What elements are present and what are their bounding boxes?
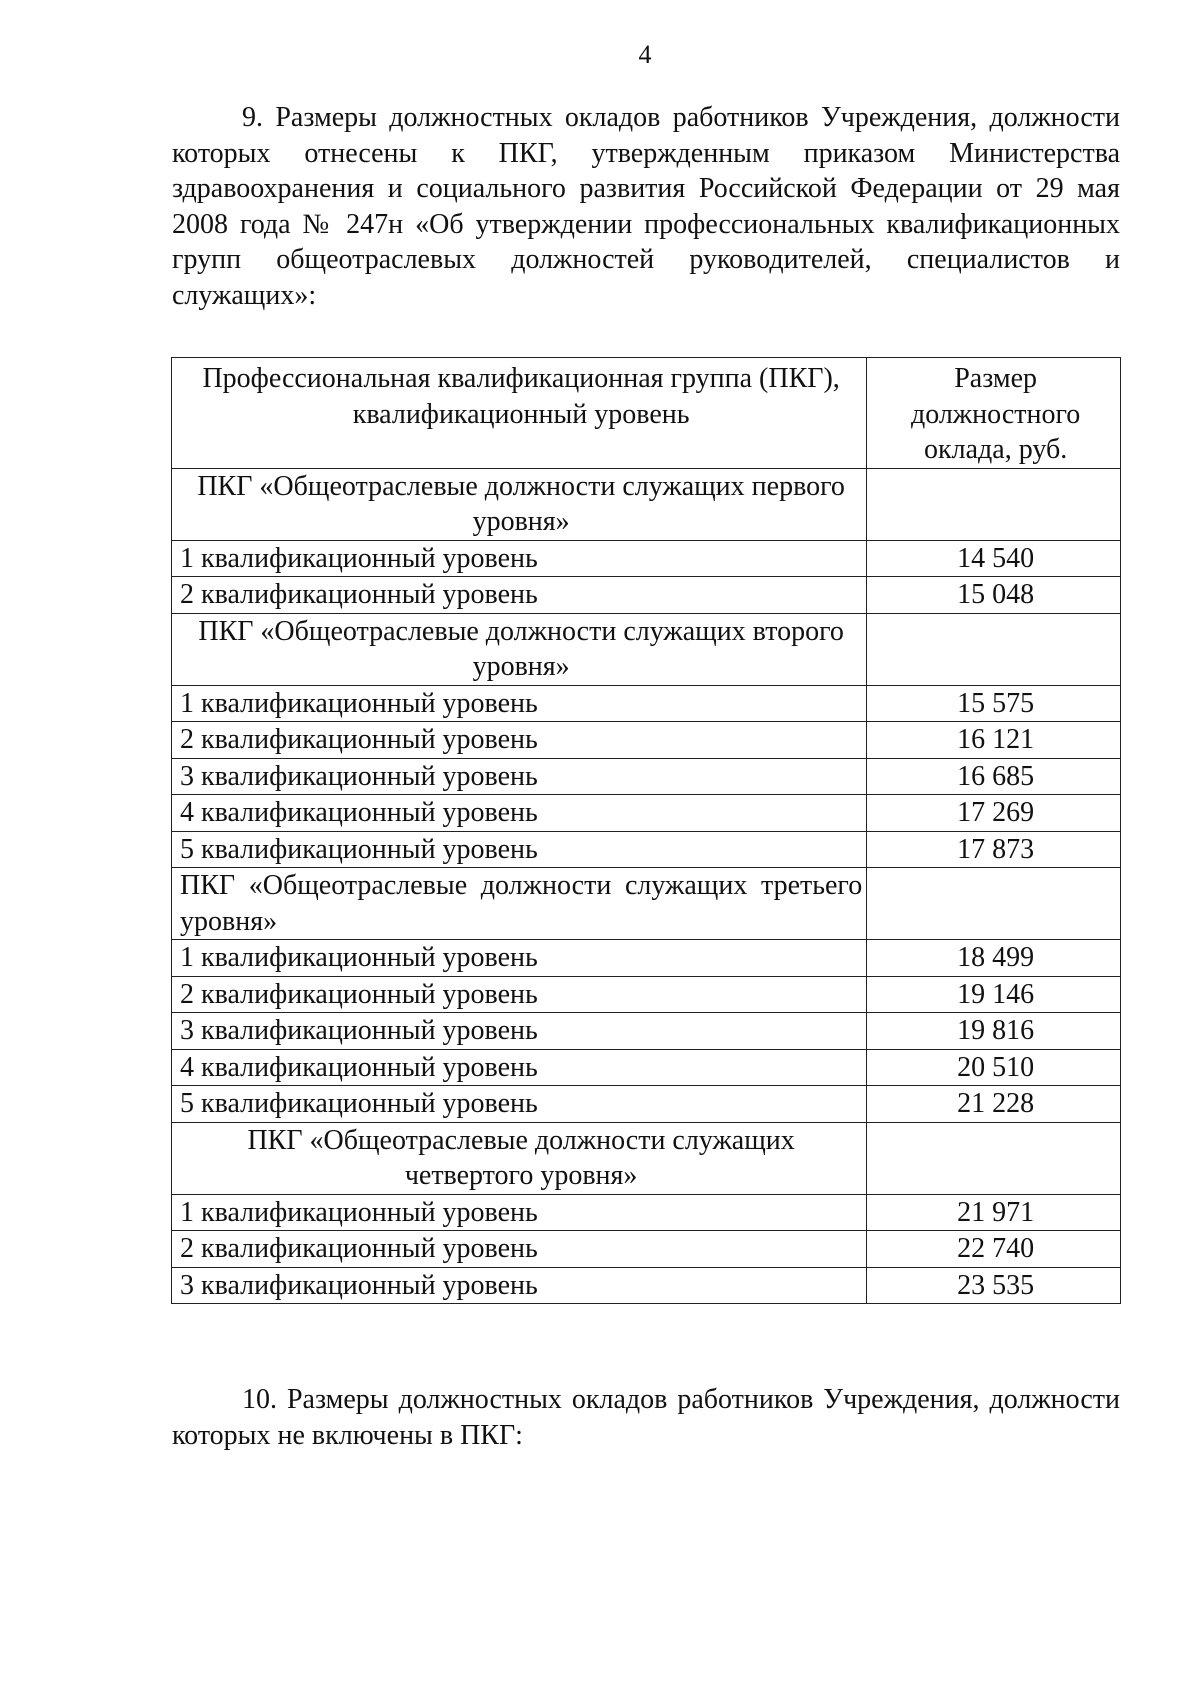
level-name-cell: 3 квалификационный уровень <box>172 1267 867 1304</box>
salary-value-cell: 15 048 <box>867 577 1121 614</box>
salary-value-cell: 17 269 <box>867 795 1121 832</box>
level-name-cell: 2 квалификационный уровень <box>172 976 867 1013</box>
group-title-cell: ПКГ «Общеотраслевые должности служащих первого уровня» <box>172 468 867 540</box>
salary-value-cell: 19 146 <box>867 976 1121 1013</box>
table-row <box>172 1231 1121 1268</box>
table-row <box>172 722 1121 759</box>
level-name-cell: 3 квалификационный уровень <box>172 1013 867 1050</box>
salary-value-cell: 23 535 <box>867 1267 1121 1304</box>
table-row <box>172 795 1121 832</box>
table-row <box>172 685 1121 722</box>
salary-value-cell: 17 873 <box>867 831 1121 868</box>
page-number: 4 <box>638 40 652 69</box>
table-row <box>172 1086 1121 1123</box>
table-row <box>172 976 1121 1013</box>
level-name-cell: 1 квалификационный уровень <box>172 1194 867 1231</box>
salary-table-body <box>172 358 1121 1304</box>
table-row <box>172 1267 1121 1304</box>
group-empty-value-cell <box>867 613 1121 685</box>
salary-value-cell: 18 499 <box>867 940 1121 977</box>
level-name-cell: 2 квалификационный уровень <box>172 722 867 759</box>
table-row <box>172 540 1121 577</box>
salary-value-cell: 20 510 <box>867 1049 1121 1086</box>
table-row <box>172 577 1121 614</box>
table-header-row <box>172 358 1121 469</box>
table-group-row <box>172 613 1121 685</box>
salary-value-cell: 21 228 <box>867 1086 1121 1123</box>
table-group-row <box>172 1122 1121 1194</box>
salary-value-cell: 22 740 <box>867 1231 1121 1268</box>
group-title-cell: ПКГ «Общеотраслевые должности служащих второго уровня» <box>172 613 867 685</box>
salary-value-cell: 19 816 <box>867 1013 1121 1050</box>
table-row <box>172 940 1121 977</box>
group-empty-value-cell <box>867 468 1121 540</box>
salary-table <box>171 357 1121 1304</box>
table-row <box>172 1049 1121 1086</box>
salary-value-cell: 15 575 <box>867 685 1121 722</box>
table-row <box>172 1013 1121 1050</box>
table-row <box>172 1194 1121 1231</box>
table-row <box>172 831 1121 868</box>
level-name-cell: 1 квалификационный уровень <box>172 540 867 577</box>
level-name-cell: 5 квалификационный уровень <box>172 831 867 868</box>
table-group-row <box>172 468 1121 540</box>
salary-value-cell: 16 685 <box>867 758 1121 795</box>
paragraph-9: 9. Размеры должностных окладов работников Учреждения, должности которых отнесены к ПКГ, утвержденным приказом Министерства здравоохранения и социального развития Российской Федерации от 29 мая 2008 года № 247н «Об утверждении профессиональных квалификационных групп общеотраслевых должностей руководителей, специалистов и служащих»: <box>172 102 1120 311</box>
header-group-cell: Профессиональная квалификационная группа (ПКГ), квалификационный уровень <box>172 358 867 469</box>
level-name-cell: 1 квалификационный уровень <box>172 685 867 722</box>
salary-value-cell: 16 121 <box>867 722 1121 759</box>
level-name-cell: 1 квалификационный уровень <box>172 940 867 977</box>
level-name-cell: 5 квалификационный уровень <box>172 1086 867 1123</box>
table-group-row <box>172 868 1121 940</box>
group-title-cell: ПКГ «Общеотраслевые должности служащих четвертого уровня» <box>172 1122 867 1194</box>
level-name-cell: 4 квалификационный уровень <box>172 795 867 832</box>
group-title-cell: ПКГ «Общеотраслевые должности служащих третьего уровня» <box>172 868 867 940</box>
level-name-cell: 2 квалификационный уровень <box>172 577 867 614</box>
salary-value-cell: 21 971 <box>867 1194 1121 1231</box>
level-name-cell: 3 квалификационный уровень <box>172 758 867 795</box>
paragraph-10: 10. Размеры должностных окладов работников Учреждения, должности которых не включены в ПКГ: <box>172 1384 1120 1451</box>
group-empty-value-cell <box>867 1122 1121 1194</box>
table-row <box>172 758 1121 795</box>
level-name-cell: 2 квалификационный уровень <box>172 1231 867 1268</box>
header-salary-cell: Размер должностного оклада, руб. <box>867 358 1121 469</box>
level-name-cell: 4 квалификационный уровень <box>172 1049 867 1086</box>
group-empty-value-cell <box>867 868 1121 940</box>
salary-value-cell: 14 540 <box>867 540 1121 577</box>
